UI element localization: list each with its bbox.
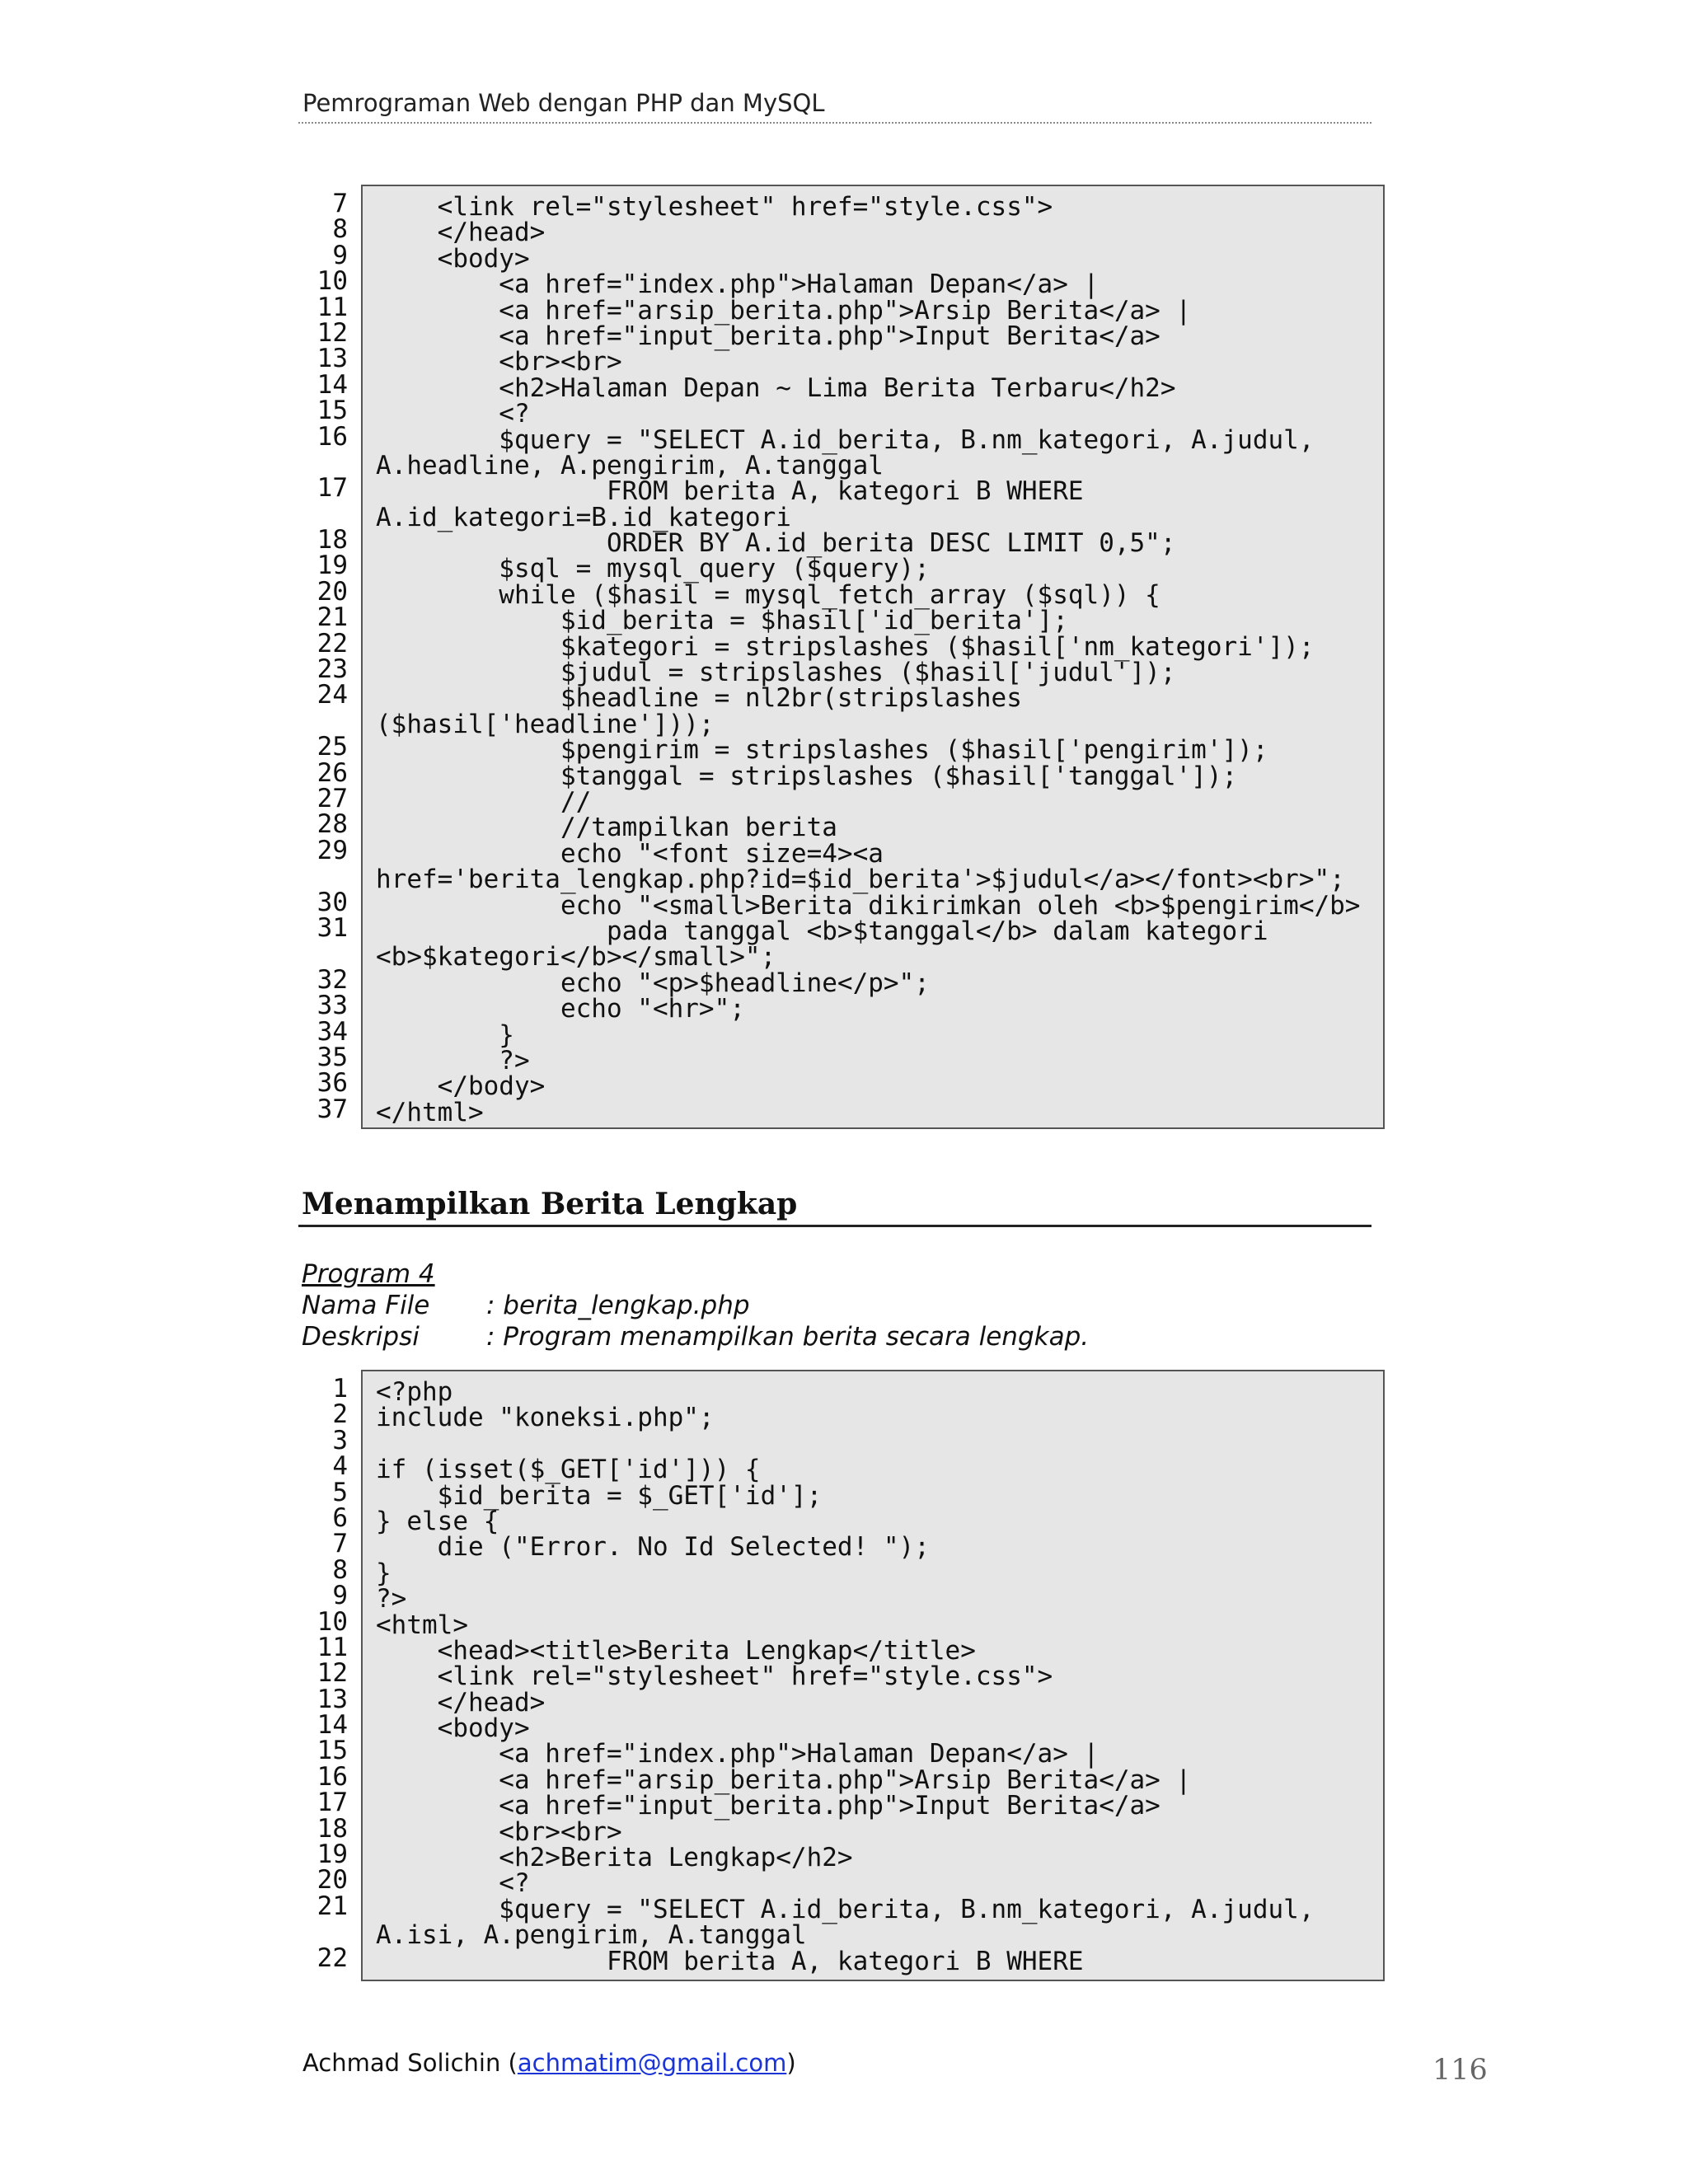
- line-number: 17: [316, 473, 348, 504]
- code-line: <a href="arsip_berita.php">Arsip Berita</a> |: [376, 1765, 1192, 1795]
- code-line: <body>: [376, 1713, 530, 1744]
- line-number: 23: [316, 654, 348, 685]
- line-number: 34: [316, 1016, 348, 1047]
- line-number: [298, 450, 348, 476]
- code-line: while ($hasil = mysql_fetch_array ($sql)) {: [376, 579, 1160, 610]
- name-file-label: Nama File: [302, 1291, 430, 1320]
- line-number: 12: [316, 317, 348, 348]
- code-line: }: [376, 1558, 392, 1588]
- line-number: 31: [316, 912, 348, 943]
- code-line: $headline = nl2br(stripslashes: [376, 683, 1022, 714]
- line-number: [298, 1919, 348, 1945]
- page-number: 116: [1432, 2054, 1488, 2087]
- description-value: : Program menampilkan berita secara lengkap.: [486, 1322, 1090, 1352]
- code-line: $query = "SELECT A.id_berita, B.nm_kategori, A.judul,: [376, 424, 1315, 455]
- code-line: pada tanggal <b>$tanggal</b> dalam kategori: [376, 916, 1268, 946]
- code-line: $sql = mysql_query ($query);: [376, 554, 930, 584]
- line-number: 25: [316, 732, 348, 762]
- line-number: 7: [332, 189, 348, 218]
- line-number: 17: [316, 1788, 348, 1818]
- code-line: //: [376, 786, 592, 817]
- line-number: 12: [316, 1658, 348, 1689]
- code-line: $id_berita = $hasil['id_berita'];: [376, 606, 1068, 636]
- code-line: $tanggal = stripslashes ($hasil['tanggal']);: [376, 761, 1238, 791]
- code-line: [376, 1432, 1383, 1457]
- code-line: $kategori = stripslashes ($hasil['nm_kategori']);: [376, 631, 1315, 662]
- code-line: include "koneksi.php";: [376, 1403, 715, 1433]
- code-line: <br><br>: [376, 1816, 622, 1847]
- line-number: 22: [316, 628, 348, 658]
- code-line: echo "<p>$headline</p>";: [376, 968, 930, 998]
- line-number: 9: [332, 1581, 348, 1611]
- line-number: 10: [316, 266, 348, 297]
- name-file-value: : berita_lengkap.php: [486, 1291, 750, 1320]
- code-line: <a href="input_berita.php">Input Berita</a>: [376, 321, 1160, 351]
- code-line: <b>$kategori</b></small>";: [376, 942, 776, 972]
- line-number: 24: [316, 680, 348, 710]
- line-number: 6: [332, 1502, 348, 1533]
- code-line: FROM berita A, kategori B WHERE: [376, 1946, 1084, 1976]
- code-block-2: [361, 1370, 1385, 1981]
- code-line: <a href="arsip_berita.php">Arsip Berita</a> |: [376, 295, 1192, 326]
- line-number: 20: [316, 576, 348, 607]
- section-divider: [298, 1225, 1372, 1227]
- line-number: 8: [332, 214, 348, 245]
- code-line: <head><title>Berita Lengkap</title>: [376, 1635, 976, 1666]
- code-line: href='berita_lengkap.php?id=$id_berita'>$judul</a></font><br>";: [376, 865, 1345, 895]
- line-number: [298, 502, 348, 527]
- line-number: 11: [316, 292, 348, 322]
- line-number: 10: [316, 1606, 348, 1637]
- code-line: <?php: [376, 1377, 453, 1407]
- line-number: 28: [316, 809, 348, 840]
- footer-author-close: ): [786, 2049, 796, 2077]
- code-line: <a href="index.php">Halaman Depan</a> |: [376, 269, 1100, 300]
- line-number: 20: [316, 1865, 348, 1896]
- code-line: </body>: [376, 1071, 546, 1102]
- line-number: 26: [316, 757, 348, 788]
- line-number: 3: [332, 1425, 348, 1455]
- code-line: echo "<small>Berita dikirimkan oleh <b>$pengirim</b>: [376, 890, 1361, 921]
- code-block-1-line-numbers: [298, 191, 348, 1122]
- line-number: 4: [332, 1451, 348, 1482]
- code-line: <html>: [376, 1610, 468, 1640]
- line-number: 15: [316, 1736, 348, 1766]
- code-line: $query = "SELECT A.id_berita, B.nm_kategori, A.judul,: [376, 1894, 1315, 1924]
- code-line: <?: [376, 399, 530, 429]
- line-number: 11: [316, 1632, 348, 1662]
- line-number: 16: [316, 421, 348, 452]
- line-number: 21: [316, 1891, 348, 1921]
- code-line: A.headline, A.pengirim, A.tanggal: [376, 450, 884, 480]
- line-number: 5: [332, 1477, 348, 1507]
- line-number: 18: [316, 525, 348, 555]
- line-number: 22: [316, 1943, 348, 1973]
- code-line: echo "<font size=4><a: [376, 838, 884, 869]
- description-label: Deskripsi: [302, 1322, 420, 1352]
- code-line: A.id_kategori=B.id_kategori: [376, 502, 791, 532]
- line-number: 1: [332, 1374, 348, 1404]
- line-number: 36: [316, 1068, 348, 1099]
- author-email-link[interactable]: achmatim@gmail.com: [517, 2049, 787, 2077]
- code-line: ?>: [376, 1584, 407, 1615]
- line-number: [298, 709, 348, 734]
- line-number: 19: [316, 1840, 348, 1870]
- line-number: 35: [316, 1042, 348, 1072]
- line-number: 13: [316, 1684, 348, 1714]
- code-line: $judul = stripslashes ($hasil['judul']);: [376, 658, 1176, 688]
- section-title: Menampilkan Berita Lengkap: [302, 1187, 798, 1221]
- code-line: $pengirim = stripslashes ($hasil['pengirim']);: [376, 735, 1268, 766]
- code-line: if (isset($_GET['id'])) {: [376, 1455, 761, 1485]
- program-label: Program 4: [302, 1259, 435, 1289]
- line-number: 7: [332, 1529, 348, 1559]
- line-number: 14: [316, 1710, 348, 1741]
- code-line: </head>: [376, 1687, 546, 1718]
- code-line: </html>: [376, 1097, 484, 1127]
- line-number: 8: [332, 1554, 348, 1585]
- footer-author: [302, 2049, 796, 2077]
- code-line: }: [376, 1019, 514, 1050]
- line-number: [298, 864, 348, 889]
- line-number: 15: [316, 396, 348, 426]
- code-line: ?>: [376, 1045, 530, 1076]
- code-line: <br><br>: [376, 347, 622, 377]
- code-line: <body>: [376, 243, 530, 274]
- code-line: $id_berita = $_GET['id'];: [376, 1480, 823, 1511]
- line-number: 19: [316, 551, 348, 581]
- line-number: 16: [316, 1761, 348, 1792]
- code-line: <?: [376, 1868, 530, 1899]
- line-number: 37: [316, 1094, 348, 1124]
- code-line: ORDER BY A.id_berita DESC LIMIT 0,5";: [376, 528, 1176, 559]
- line-number: 13: [316, 344, 348, 374]
- line-number: 29: [316, 835, 348, 865]
- code-line: <a href="input_berita.php">Input Berita</a>: [376, 1791, 1160, 1821]
- code-line: //tampilkan berita: [376, 813, 837, 843]
- line-number: 2: [332, 1399, 348, 1430]
- code-block-1: [361, 185, 1385, 1129]
- line-number: 32: [316, 964, 348, 995]
- code-line: <link rel="stylesheet" href="style.css">: [376, 192, 1053, 222]
- code-line: ($hasil['headline']));: [376, 709, 715, 739]
- code-line: </head>: [376, 218, 546, 248]
- code-line: echo "<hr>";: [376, 994, 745, 1024]
- code-line: <h2>Berita Lengkap</h2>: [376, 1843, 853, 1873]
- header-divider: [298, 122, 1372, 124]
- code-line: <a href="index.php">Halaman Depan</a> |: [376, 1739, 1100, 1769]
- line-number: 21: [316, 602, 348, 633]
- line-number: 9: [332, 240, 348, 270]
- line-number: 33: [316, 991, 348, 1021]
- code-block-2-line-numbers: [298, 1376, 348, 1971]
- page-header-title: Pemrograman Web dengan PHP dan MySQL: [302, 89, 825, 117]
- code-line: <link rel="stylesheet" href="style.css">: [376, 1661, 1053, 1692]
- code-line: <h2>Halaman Depan ~ Lima Berita Terbaru</h2>: [376, 373, 1176, 403]
- code-line: FROM berita A, kategori B WHERE: [376, 476, 1084, 507]
- line-number: 30: [316, 887, 348, 917]
- line-number: 18: [316, 1813, 348, 1844]
- line-number: [298, 941, 348, 967]
- code-line: A.isi, A.pengirim, A.tanggal: [376, 1920, 807, 1951]
- footer-author-name: Achmad Solichin (: [302, 2049, 518, 2077]
- code-line: } else {: [376, 1506, 499, 1536]
- line-number: 14: [316, 369, 348, 400]
- line-number: 27: [316, 783, 348, 813]
- code-line: die ("Error. No Id Selected! ");: [376, 1532, 930, 1563]
